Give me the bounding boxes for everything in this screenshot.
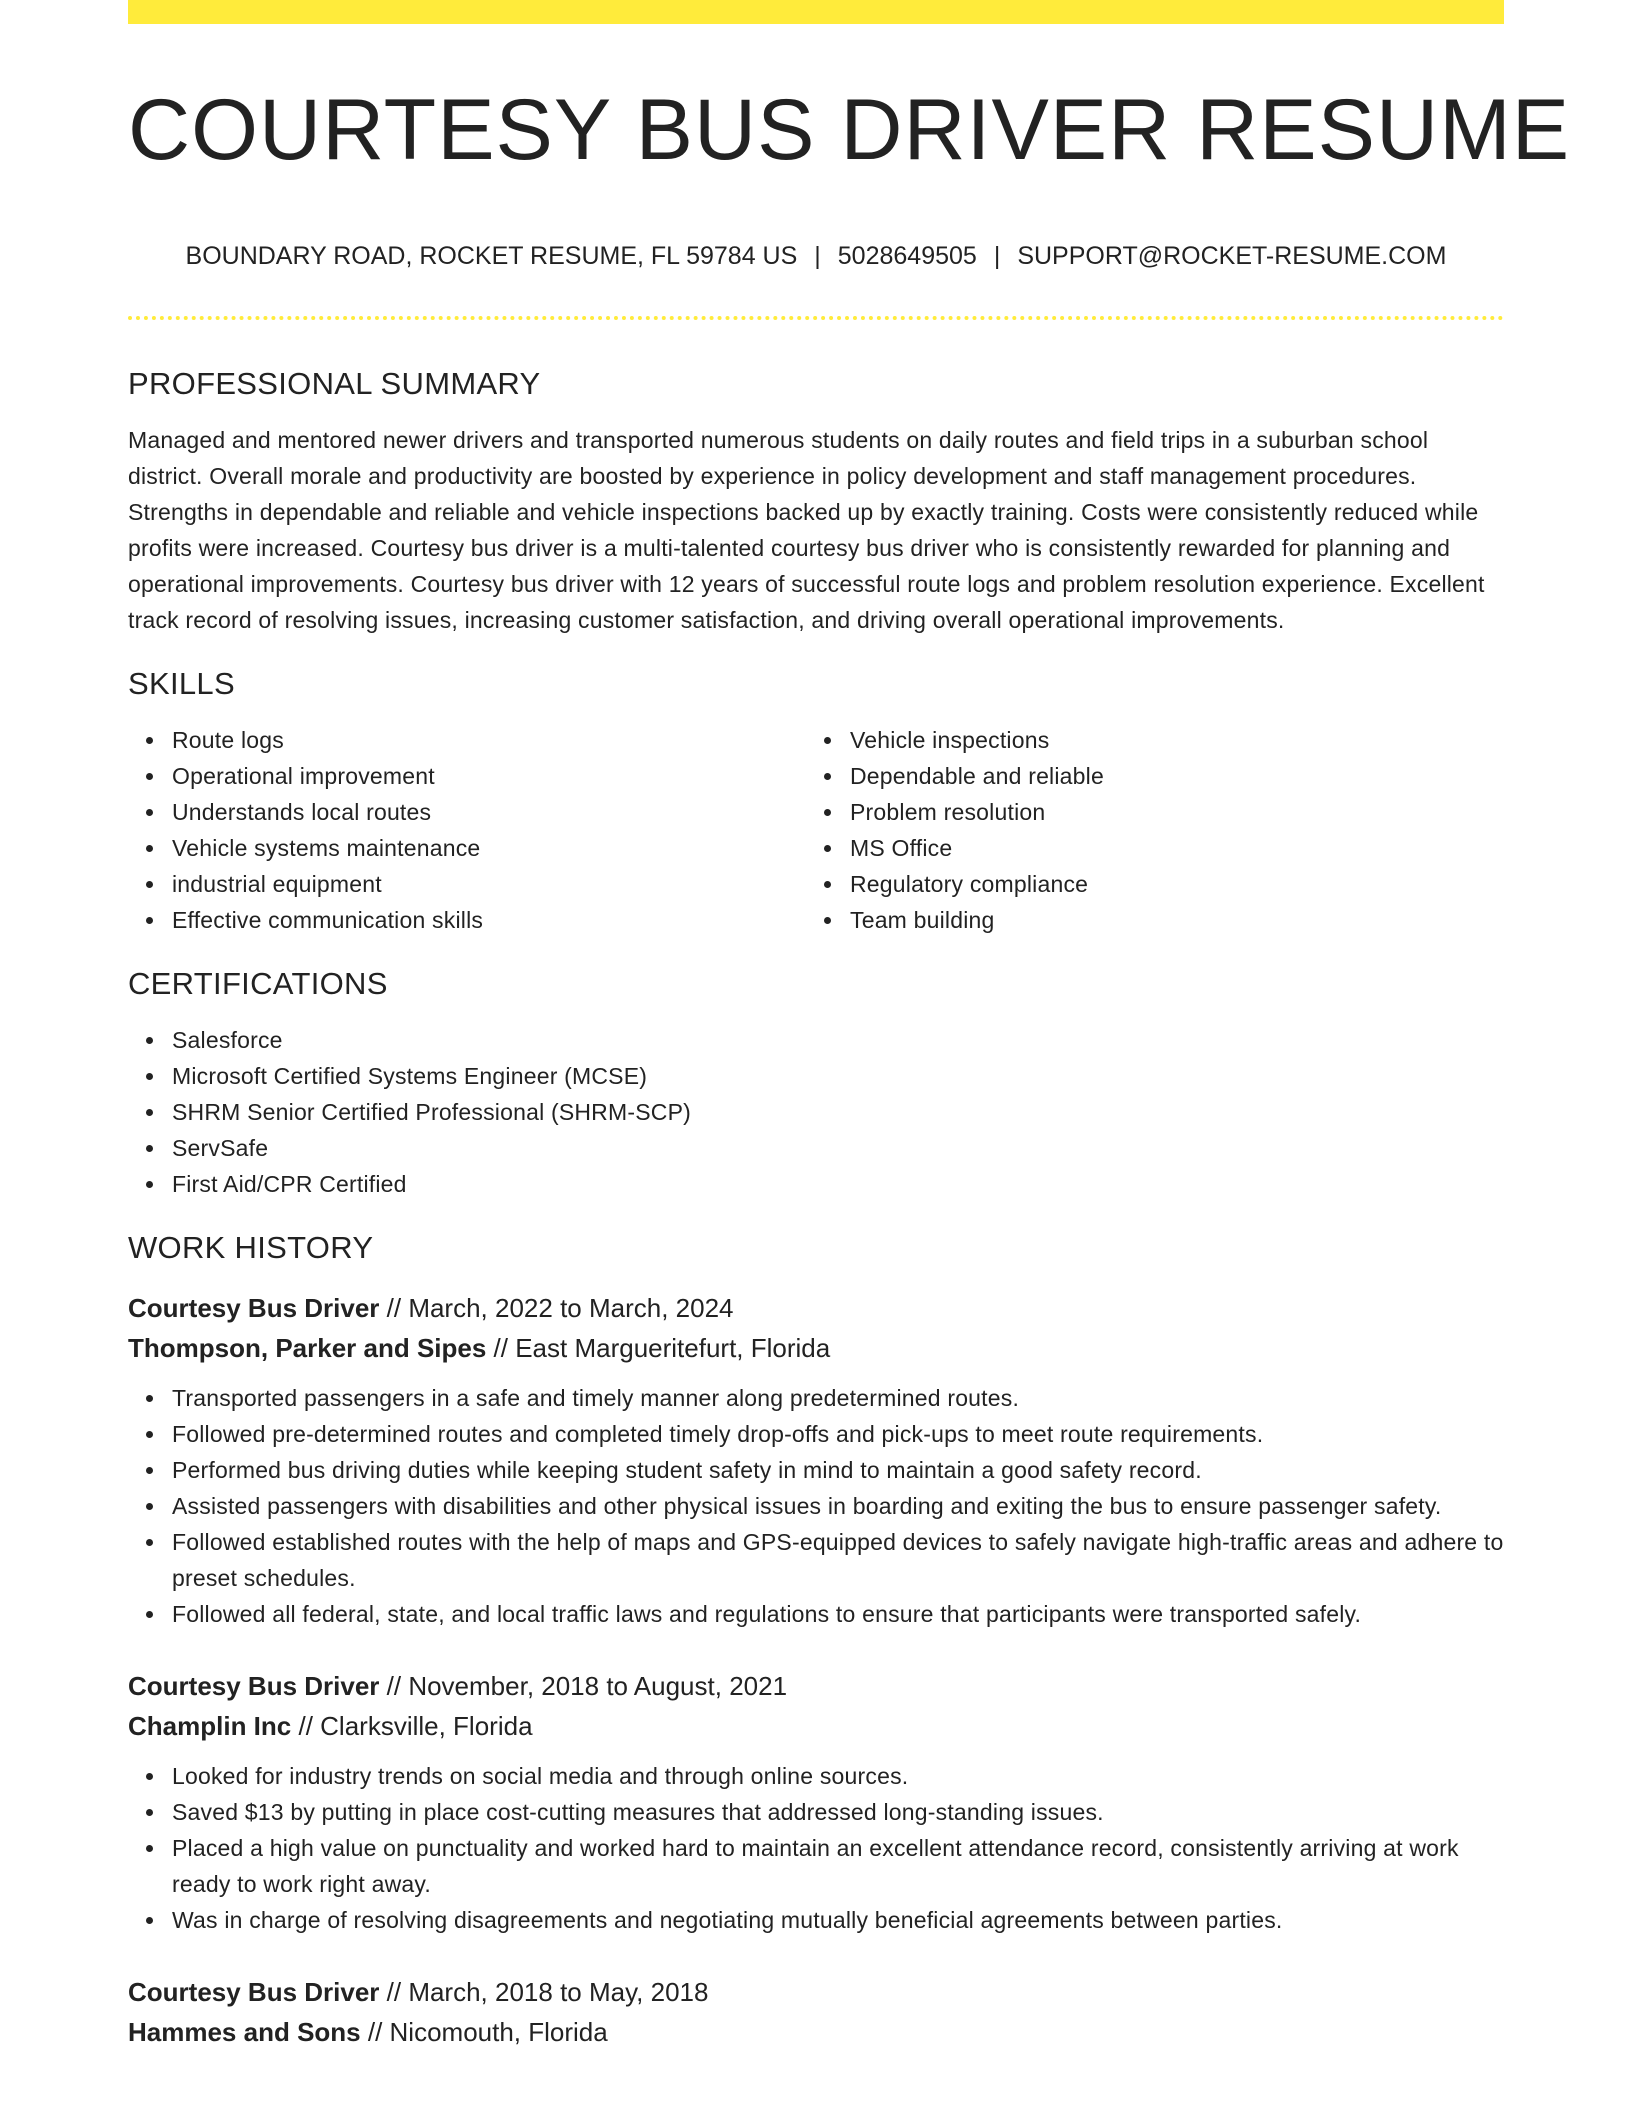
skill-item: Problem resolution [850,794,1484,830]
skill-item: Dependable and reliable [850,758,1484,794]
skills-column-left [128,722,806,938]
skills-heading: SKILLS [128,666,235,701]
work-history-heading: WORK HISTORY [128,1230,374,1265]
contact-email: SUPPORT@ROCKET-RESUME.COM [1017,242,1447,270]
summary-text: Managed and mentored newer drivers and transported numerous students on daily routes and field trips in a suburban school district. Overall morale and productivity are boosted by experience in policy development and staff management procedures. Strengths in dependable and reliable and vehicle inspections backed up by exactly training. Costs were consistently reduced while profits were increased. Courtesy bus driver is a multi-talented courtesy bus driver who is consistently rewarded for planning and operational improvements. Courtesy bus driver with 12 years of successful route logs and problem resolution experience. Excellent track record of resolving issues, increasing customer satisfaction, and driving overall operational improvements. [128,427,1485,633]
certifications-list [128,1022,1504,1202]
job-bullet: Looked for industry trends on social media and through online sources. [172,1758,1504,1794]
skill-item: Route logs [172,722,806,758]
job-bullet: Assisted passengers with disabilities and other physical issues in boarding and exiting the bus to ensure passenger safety. [172,1488,1504,1524]
job-title-line [128,1972,1504,2012]
skill-item: Regulatory compliance [850,866,1484,902]
skill-item: Vehicle inspections [850,722,1484,758]
certifications-heading: CERTIFICATIONS [128,966,388,1001]
job-bullet: Placed a high value on punctuality and worked hard to maintain an excellent attendance record, consistently arriving at work ready to work right away. [172,1830,1504,1902]
job-title: Courtesy Bus Driver [128,1671,380,1701]
skills-column-right [806,722,1484,938]
certification-item: Microsoft Certified Systems Engineer (MCSE) [172,1058,1504,1094]
job-bullet: Followed pre-determined routes and completed timely drop-offs and pick-ups to meet route requirements. [172,1416,1504,1452]
job-company-line [128,1706,1504,1746]
certification-item: SHRM Senior Certified Professional (SHRM-SCP) [172,1094,1504,1130]
resume-content [128,0,1571,2052]
skill-item: Vehicle systems maintenance [172,830,806,866]
job-entry [128,1288,1504,1632]
skill-item: Effective communication skills [172,902,806,938]
job-title: Courtesy Bus Driver [128,1293,380,1323]
job-entry [128,1972,1504,2052]
job-bullet: Was in charge of resolving disagreements and negotiating mutually beneficial agreements between parties. [172,1902,1504,1938]
contact-line [128,240,1504,272]
skills-grid [128,722,1504,938]
job-bullet: Followed established routes with the help of maps and GPS-equipped devices to safely navigate high-traffic areas and adhere to preset schedules. [172,1524,1504,1596]
job-dates: // November, 2018 to August, 2021 [379,1671,788,1701]
skill-item: MS Office [850,830,1484,866]
contact-phone: 5028649505 [837,242,977,270]
job-bullet: Followed all federal, state, and local traffic laws and regulations to ensure that participants were transported safely. [172,1596,1504,1632]
summary-heading: PROFESSIONAL SUMMARY [128,366,541,401]
job-title: Courtesy Bus Driver [128,1977,380,2007]
contact-separator: | [814,242,821,270]
job-location: // Nicomouth, Florida [360,2017,608,2047]
job-bullets [128,1380,1504,1632]
skill-item: Operational improvement [172,758,806,794]
job-bullet: Saved $13 by putting in place cost-cutting measures that addressed long-standing issues. [172,1794,1504,1830]
skill-item: Understands local routes [172,794,806,830]
job-dates: // March, 2018 to May, 2018 [379,1977,709,2007]
job-entry [128,1666,1504,1938]
certification-item: Salesforce [172,1022,1504,1058]
job-title-line [128,1666,1504,1706]
job-location: // Clarksville, Florida [291,1711,533,1741]
skill-item: Team building [850,902,1484,938]
job-dates: // March, 2022 to March, 2024 [379,1293,734,1323]
job-company: Thompson, Parker and Sipes [128,1333,487,1363]
certification-item: ServSafe [172,1130,1504,1166]
job-company: Champlin Inc [128,1711,292,1741]
job-bullet: Transported passengers in a safe and timely manner along predetermined routes. [172,1380,1504,1416]
job-company: Hammes and Sons [128,2017,361,2047]
job-location: // East Margueritefurt, Florida [486,1333,831,1363]
job-company-line [128,2012,1504,2052]
certification-item: First Aid/CPR Certified [172,1166,1504,1202]
job-bullet: Performed bus driving duties while keeping student safety in mind to maintain a good safety record. [172,1452,1504,1488]
job-bullets [128,1758,1504,1938]
skill-item: industrial equipment [172,866,806,902]
job-company-line [128,1328,1504,1368]
job-title-line [128,1288,1504,1328]
contact-address: BOUNDARY ROAD, ROCKET RESUME, FL 59784 US [185,242,798,270]
contact-separator: | [993,242,1001,270]
resume-title: COURTESY BUS DRIVER RESUME [128,82,1571,178]
dotted-divider [128,316,1504,320]
